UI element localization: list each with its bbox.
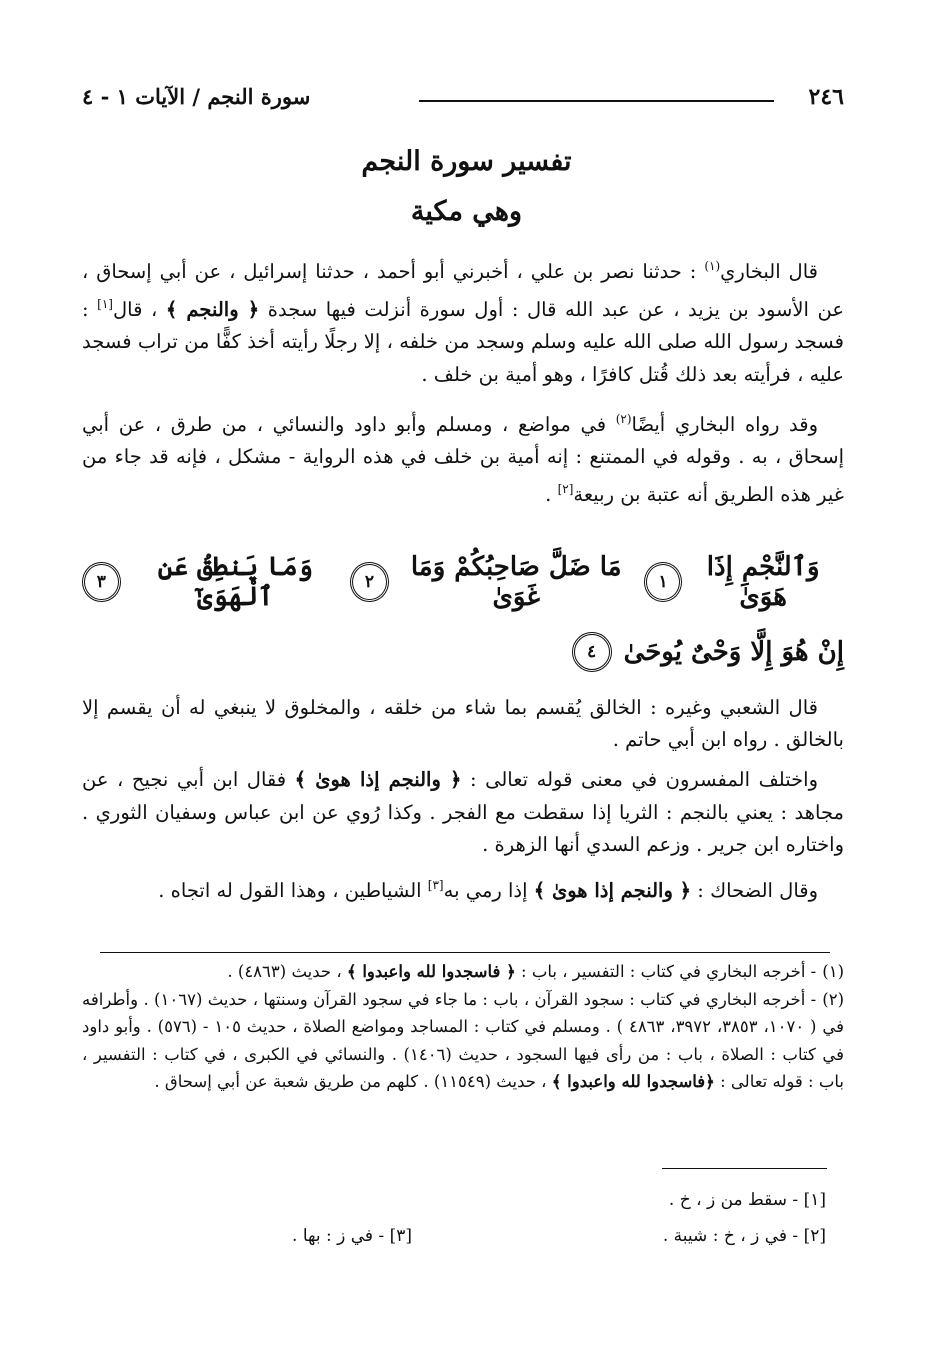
text-run: واختلف المفسرون في معنى قوله تعالى : bbox=[461, 768, 818, 792]
surah-subtitle: وهي مكية bbox=[410, 196, 523, 227]
footnote-ref[interactable]: (٢) bbox=[615, 411, 632, 426]
paragraph bbox=[82, 869, 844, 907]
verse-text: وَٱلنَّجْمِ إِذَا هَوَىٰ bbox=[706, 552, 820, 612]
text-run: وقد رواه البخاري أيضًا bbox=[631, 412, 819, 436]
verse-line bbox=[82, 630, 844, 674]
editor-note bbox=[663, 1218, 826, 1254]
quran-quote: ﴿ والنجم إذا هوىٰ ﴾ bbox=[294, 768, 462, 792]
body-text bbox=[82, 250, 844, 511]
ayah-number-marker: ١ bbox=[644, 562, 682, 602]
editor-note-number: [١] bbox=[803, 1190, 826, 1210]
quran-quote: ﴿ فاسجدوا لله واعبدوا ﴾ bbox=[346, 962, 516, 981]
editor-note-text: - سقط من ز ، خ . bbox=[668, 1190, 804, 1210]
text-run: فقال ابن أبي نجيح ، عن مجاهد : يعني بالنجم : الثريا إذا سقطت مع الفجر . وكذا رُوي عن ابن عباس وسفيان الثوري . واختاره ابن جرير . وزعم السدي أنها الزهرة . bbox=[82, 768, 844, 856]
ayah-number-marker: ٣ bbox=[82, 562, 120, 602]
editor-note-text: - في ز : بها . bbox=[292, 1226, 390, 1246]
verse-text: إِنْ هُوَ إِلَّا وَحْىٌ يُوحَىٰ bbox=[623, 637, 844, 667]
paragraph bbox=[82, 403, 844, 512]
quran-quote: ﴿ والنجم ﴾ bbox=[165, 298, 260, 322]
text-run: الشياطين ، وهذا القول له اتجاه . bbox=[158, 879, 428, 903]
footnote-ref[interactable]: (١) bbox=[704, 259, 721, 273]
page-number: ٢٤٦ bbox=[808, 84, 844, 110]
surah-title: تفسير سورة النجم bbox=[361, 146, 572, 177]
verse-text: وَمَا يَنطِقُ عَنِ ٱلْهَوَىٰٓ bbox=[157, 552, 313, 612]
text-run: قال البخاري bbox=[720, 260, 818, 283]
footnote-separator bbox=[100, 952, 830, 953]
verse-text: مَا ضَلَّ صَاحِبُكُمْ وَمَا غَوَىٰ bbox=[410, 552, 622, 612]
editor-note-ref[interactable]: [٢] bbox=[557, 482, 574, 497]
verse-line bbox=[82, 552, 844, 612]
paragraph: قال الشعبي وغيره : الخالق يُقسم بما شاء من خلقه ، والمخلوق لا ينبغي له أن يقسم إلا بالخالق . رواه ابن أبي حاتم . bbox=[82, 696, 844, 752]
text-run: - أخرجه البخاري في كتاب : التفسير ، باب : bbox=[515, 962, 817, 981]
ayah-number-marker: ٤ bbox=[572, 632, 612, 672]
paragraph bbox=[82, 764, 844, 861]
text-run: : فسجد رسول الله صلى الله عليه وسلم وسجد من خلفه ، إلا رجلًا رأيته أخذ كفًّا من تراب فسجد عليه ، فرأيته بعد ذلك قُتل كافرًا ، وهو أمية بن خلف . bbox=[82, 298, 844, 386]
text-run: في مواضع ، ومسلم وأبو داود والنسائي ، من طرق ، عن أبي إسحاق ، به . وقوله في الممتنع : إنه أمية بن خلف في هذه الرواية - مشكل ، فإنه قد جاء من غير هذه الطريق أنه عتبة بن ربيعة bbox=[82, 412, 844, 507]
editor-notes-separator bbox=[662, 1168, 827, 1169]
footnotes bbox=[82, 958, 844, 1096]
running-title: سورة النجم / الآيات ١ - ٤ bbox=[82, 84, 311, 109]
editor-note-number: [٣] bbox=[389, 1226, 412, 1246]
text-run: إذا رمي به bbox=[443, 879, 534, 903]
editor-note bbox=[669, 1182, 826, 1218]
quran-quote: ﴿فاسجدوا لله واعبدوا ﴾ bbox=[551, 1072, 715, 1092]
editor-note bbox=[292, 1218, 412, 1254]
text-run: وقال الضحاك : bbox=[691, 879, 818, 903]
editor-note-number: [٢] bbox=[803, 1226, 826, 1246]
header-rule bbox=[419, 100, 774, 102]
text-run: ، حديث (١١٥٤٩) . كلهم من طريق شعبة عن أبي إسحاق . bbox=[154, 1072, 552, 1092]
ayah-number-marker: ٢ bbox=[350, 562, 388, 602]
editor-note-text: - في ز ، خ : شيبة . bbox=[662, 1226, 804, 1246]
quran-quote: ﴿ والنجم إذا هوىٰ ﴾ bbox=[533, 879, 692, 903]
text-run: : حدثنا نصر بن علي ، أخبرني أبو أحمد ، حدثنا إسرائيل ، عن أبي إسحاق ، عن الأسود بن يزيد ، عن عبد الله قال : أول سورة أنزلت فيها سجدة bbox=[82, 260, 844, 322]
editor-note-ref[interactable]: [١] bbox=[97, 297, 113, 312]
footnote-number: (١) bbox=[822, 962, 844, 981]
footnote bbox=[82, 958, 844, 986]
footnote-number: (٢) bbox=[822, 989, 844, 1009]
editor-note-ref[interactable]: [٣] bbox=[427, 878, 444, 893]
page-header bbox=[82, 78, 844, 118]
verse-block bbox=[82, 552, 844, 674]
body-text-continued bbox=[82, 692, 844, 907]
text-run: - أخرجه البخاري في كتاب : سجود القرآن ، باب : ما جاء في سجود القرآن وسنتها ، حديث (١٠٦٧) . وأطرافه في ( ١٠٧٠، ٣٨٥٣، ٣٩٧٢، ٤٨٦٣ ) . ومسلم في كتاب : المساجد ومواضع الصلاة ، حديث ١٠٥ - (٥٧٦) . وأبو داود في كتاب : الصلاة ، باب : من رأى فيها السجود ، حديث (١٤٠٦) . والنسائي في الكبرى ، في كتاب : التفسير ، باب : قوله تعالى : bbox=[82, 989, 844, 1092]
editor-notes bbox=[82, 1182, 844, 1252]
paragraph bbox=[82, 250, 844, 391]
text-run: . bbox=[545, 483, 558, 507]
text-run: ، حديث (٤٨٦٣) . bbox=[227, 962, 347, 981]
footnote bbox=[82, 986, 844, 1096]
text-run: ، قال bbox=[112, 298, 166, 322]
